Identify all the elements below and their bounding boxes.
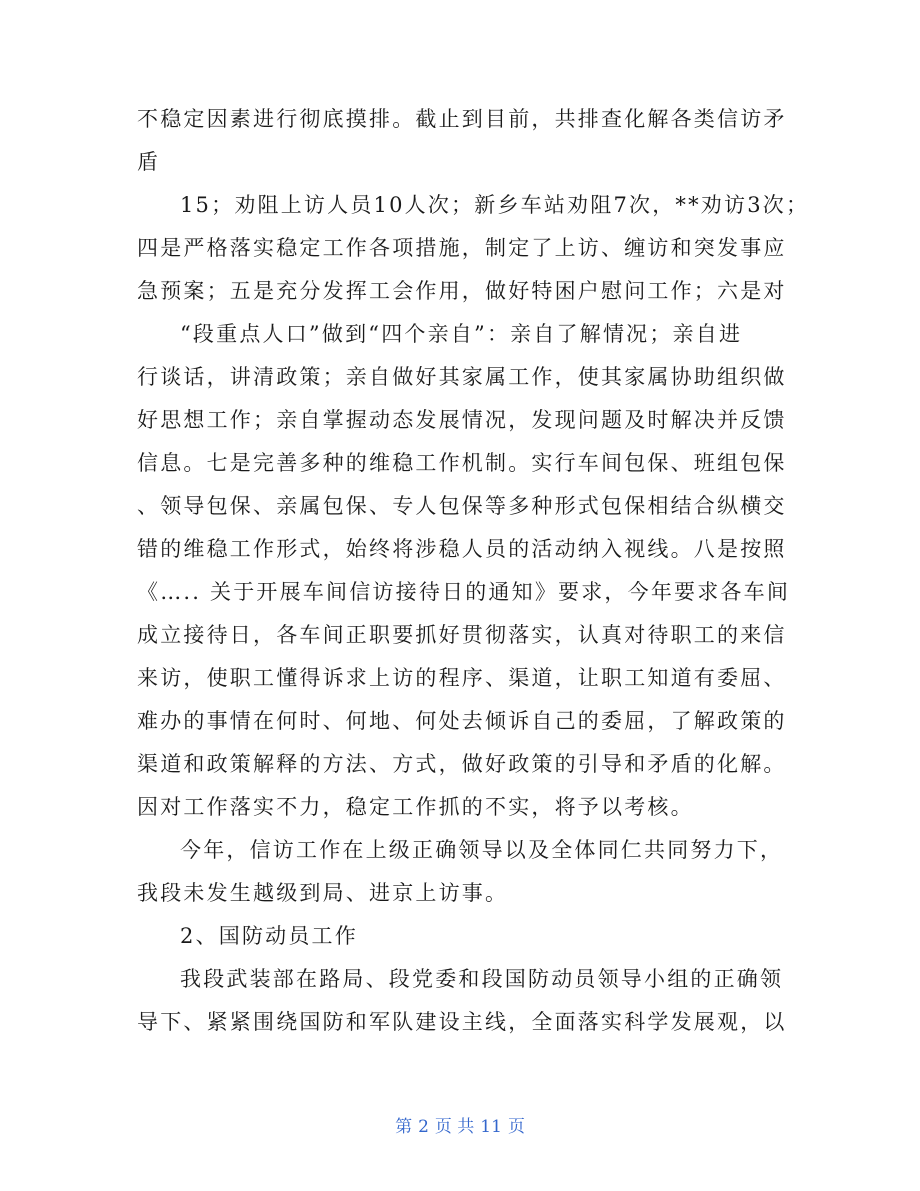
document-body — [137, 98, 810, 1044]
footer-middle: 页 共 — [434, 1117, 475, 1137]
text-line: 四是严格落实稳定工作各项措施，制定了上访、缠访和突发事应 — [137, 236, 787, 260]
text-line: “段重点人口”做到“四个亲自”：亲自了解情况；亲自进 — [180, 322, 743, 346]
text-line: 来访，使职工懂得诉求上访的程序、渠道，让职工知道有委屈、 — [137, 666, 787, 690]
text-line: 信息。七是完善多种的维稳工作机制。实行车间包保、班组包保 — [137, 451, 787, 475]
text-line: 不稳定因素进行彻底摸排。截止到目前，共排查化解各类信访矛 — [137, 107, 787, 131]
text-line: 2、国防动员工作 — [180, 924, 358, 948]
text-line: 盾 — [137, 150, 161, 174]
text-line: 今年，信访工作在上级正确领导以及全体同仁共同努力下， — [180, 838, 784, 862]
text-line: 成立接待日，各车间正职要抓好贯彻落实，认真对待职工的来信 — [137, 623, 787, 647]
text-line: 错的维稳工作形式，始终将涉稳人员的活动纳入视线。八是按照 — [137, 537, 787, 561]
page-footer — [0, 1112, 920, 1137]
text-line: 好思想工作；亲自掌握动态发展情况，发现问题及时解决并反馈 — [137, 408, 787, 432]
text-line: 难办的事情在何时、何地、何处去倾诉自己的委屈，了解政策的 — [137, 709, 787, 733]
footer-current-page: 2 — [418, 1117, 429, 1137]
footer-prefix: 第 — [395, 1117, 413, 1137]
text-line: 我段武装部在路局、段党委和段国防动员领导小组的正确领 — [180, 967, 784, 991]
text-line: 行谈话，讲清政策；亲自做好其家属工作，使其家属协助组织做 — [137, 365, 787, 389]
text-line: 、领导包保、亲属包保、专人包保等多种形式包保相结合纵横交 — [137, 494, 787, 518]
text-line: 我段未发生越级到局、进京上访事。 — [137, 881, 509, 905]
text-line: 渠道和政策解释的方法、方式，做好政策的引导和矛盾的化解。 — [137, 752, 787, 776]
text-line: 因对工作落实不力，稳定工作抓的不实，将予以考核。 — [137, 795, 694, 819]
text-line: 急预案；五是充分发挥工会作用，做好特困户慰问工作；六是对 — [137, 279, 787, 303]
footer-total-pages: 11 — [480, 1117, 502, 1137]
text-line: 导下、紧紧围绕国防和军队建设主线，全面落实科学发展观，以 — [137, 1010, 787, 1034]
text-line: 《….. 关于开展车间信访接待日的通知》要求，今年要求各车间 — [137, 580, 791, 604]
footer-suffix: 页 — [507, 1117, 525, 1137]
text-line: 15；劝阻上访人员10人次；新乡车站劝阻7次，**劝访3次； — [180, 193, 810, 217]
